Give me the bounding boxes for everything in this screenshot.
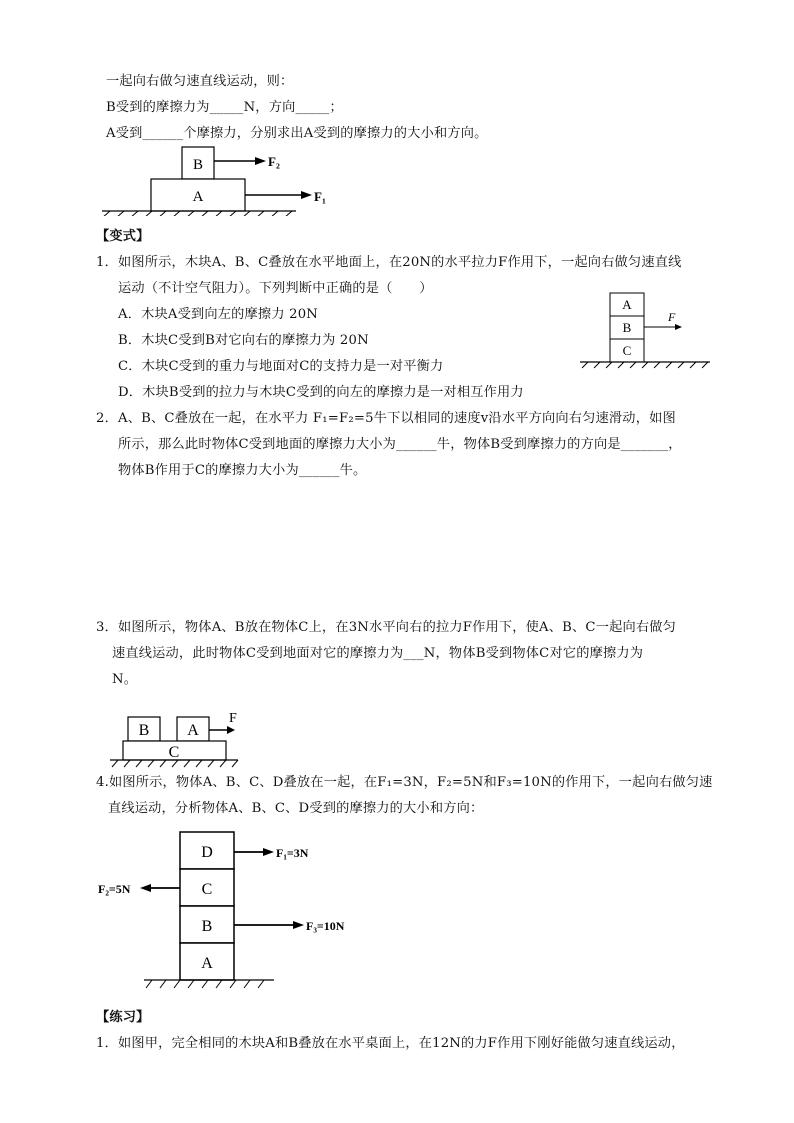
practice-q1-line-1: 1．如图甲，完全相同的木块A和B叠放在水平桌面上，在12N的力F作用下刚好能做匀速直线运动，: [96, 1036, 685, 1051]
block-b-label: B: [622, 320, 632, 335]
variant-q2-line-3: 物体B作用于C的摩擦力大小为______牛。: [118, 463, 367, 478]
force-f1-label: F₁=3N: [276, 846, 309, 860]
force-f2-label: F₂=5N: [98, 882, 131, 896]
variant-q1-option-a: A．木块A受到向左的摩擦力 20N: [118, 307, 319, 322]
variant-q3-line-2: 速直线运动，此时物体C受到地面对它的摩擦力为___N，物体B受到物体C对它的摩擦力为: [112, 646, 644, 661]
variant-q1-option-b: B．木块C受到B对它向右的摩擦力为 20N: [118, 333, 369, 348]
figure-abc-stack: [576, 288, 716, 384]
block-c-label: C: [622, 343, 632, 358]
force-f-label: F: [668, 310, 676, 324]
block-a-label: A: [187, 722, 199, 739]
intro-line-1: 一起向右做匀速直线运动，则：: [106, 74, 294, 89]
variant-q3-line-3: N。: [112, 672, 138, 687]
force-f-label: F: [229, 711, 237, 726]
block-b-label: B: [192, 157, 204, 173]
block-d-label: D: [201, 844, 213, 861]
block-a-label: A: [192, 189, 204, 205]
figure-ab-on-c: [108, 708, 248, 776]
intro-line-2: B受到的摩擦力为_____N，方向_____；: [106, 100, 343, 115]
variant-q1-option-c: C．木块C受到的重力与地面对C的支持力是一对平衡力: [118, 359, 444, 374]
variant-heading: 【变式】: [96, 229, 150, 244]
variant-q2-line-2: 所示，那么此时物体C受到地面的摩擦力大小为______牛，物体B受到摩擦力的方向是_______，: [118, 437, 682, 452]
variant-q2-line-1: 2．A、B、C叠放在一起，在水平力 F₁=F₂=5牛下以相同的速度v沿水平方向向右匀速滑动，如图: [96, 411, 676, 426]
force-f2-label: F₂: [268, 154, 280, 169]
block-c-label: C: [168, 744, 180, 761]
block-a-label: A: [201, 955, 213, 972]
block-b-label: B: [138, 722, 150, 739]
figure-block-b-on-a: [98, 144, 338, 220]
intro-line-3: A受到______个摩擦力，分别求出A受到的摩擦力的大小和方向。: [106, 126, 488, 141]
practice-heading: 【练习】: [96, 1010, 150, 1025]
figure-abcd-stack: [94, 828, 374, 1002]
variant-q1-line-1: 1．如图所示，木块A、B、C叠放在水平地面上，在20N的水平拉力F作用下，一起向右做匀速直线: [96, 255, 682, 270]
block-a-label: A: [622, 297, 632, 312]
variant-q4-line-1: 4.如图所示，物体A、B、C、D叠放在一起，在F₁=3N，F₂=5N和F₃=10N的作用下，一起向右做匀速: [96, 775, 713, 790]
variant-q3-line-1: 3．如图所示，物体A、B放在物体C上，在3N水平向右的拉力F作用下，使A、B、C一起向右做匀: [96, 620, 677, 635]
force-f3-label: F₃=10N: [306, 919, 345, 933]
variant-q4-line-2: 直线运动，分析物体A、B、C、D受到的摩擦力的大小和方向：: [108, 801, 484, 816]
variant-q1-option-d: D．木块B受到的拉力与木块C受到的向左的摩擦力是一对相互作用力: [118, 385, 524, 400]
force-f1-label: F₁: [314, 189, 326, 204]
block-c-label: C: [201, 881, 213, 898]
variant-q1-line-2: 运动（不计空气阻力）。下列判断中正确的是（ ）: [118, 281, 433, 296]
block-b-label: B: [201, 918, 213, 935]
